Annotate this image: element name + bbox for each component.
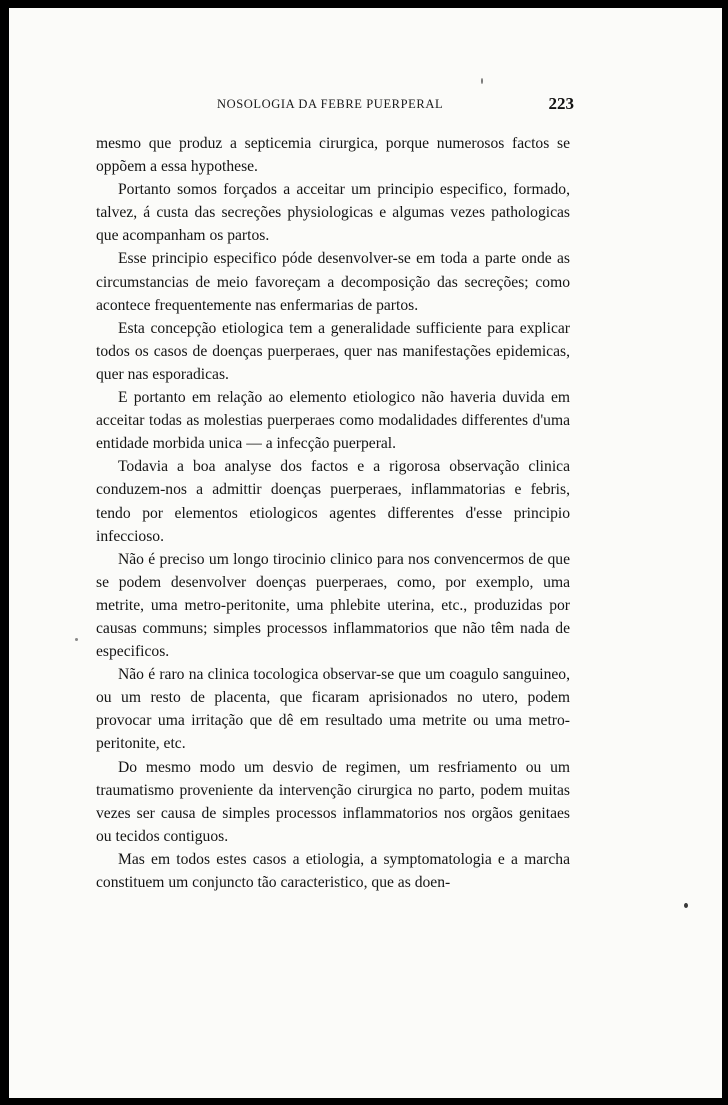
running-title: NOSOLOGIA DA FEBRE PUERPERAL <box>217 97 444 111</box>
body-text <box>96 132 570 894</box>
paragraph-10: Mas em todos estes casos a etiologia, a symptomatologia e a marcha constituem um conjuncto tão caracteristico, que as doen- <box>96 850 570 891</box>
paragraph-9: Do mesmo modo um desvio de regimen, um resfriamento ou um traumatismo proveniente da intervenção cirurgica no parto, podem muitas vezes ser causa de simples processos inflammatorios nos orgãos genitaes ou tecidos contiguos. <box>96 758 570 845</box>
paragraph-1: mesmo que produz a septicemia cirurgica, porque numerosos factos se oppõem a essa hypothese. <box>96 135 570 176</box>
paragraph-4: Esta concepção etiologica tem a generalidade sufficiente para explicar todos os casos de doenças puerperaes, quer nas manifestações epidemicas, quer nas esporadicas. <box>96 319 570 383</box>
paragraph-8: Não é raro na clinica tocologica observar-se que um coagulo sanguineo, ou um resto de placenta, que ficaram aprisionados no utero, podem provocar uma irritação que dê em resultado uma metrite ou uma metro-peritonite, etc. <box>96 666 570 753</box>
paragraph-3: Esse principio especifico póde desenvolver-se em toda a parte onde as circumstancias de meio favoreçam a decomposição das secreções; como acontece frequentemente nas enfermarias de partos. <box>96 250 570 314</box>
ink-speck <box>684 903 688 908</box>
paragraph-2: Portanto somos forçados a acceitar um principio especifico, formado, talvez, á custa das secreções physiologicas e algumas vezes pathologicas que acompanham os partos. <box>96 181 570 245</box>
paragraph-6: Todavia a boa analyse dos factos e a rigorosa observação clinica conduzem-nos a admittir doenças puerperaes, inflammatorias e febris, tendo por elementos etiologicos agentes differentes d'esse principio infeccioso. <box>96 458 570 545</box>
book-page <box>9 8 722 1098</box>
paragraph-5: E portanto em relação ao elemento etiologico não haveria duvida em acceitar todas as molestias puerperaes como modalidades differentes d'uma entidade morbida unica — a infecção puerperal. <box>96 389 570 453</box>
paragraph-7: Não é preciso um longo tirocinio clinico para nos convencermos de que se podem desenvolver doenças puerperaes, como, por exemplo, uma metrite, uma metro-peritonite, uma phlebite uterina, etc., produzidas por causas communs; simples processos inflammatorios que não têm nada de especificos. <box>96 550 570 661</box>
ink-speck <box>75 638 78 641</box>
page-number: 223 <box>548 94 574 113</box>
ink-speck <box>481 78 483 84</box>
